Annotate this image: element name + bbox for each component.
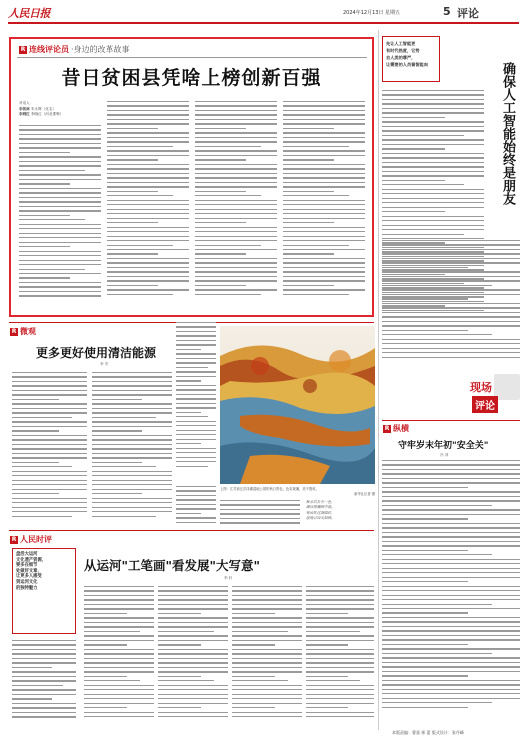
section-rule: [9, 530, 374, 531]
zongheng-column-tag: R 纵横: [384, 424, 409, 433]
canal-column-5: [306, 586, 374, 724]
photo-article-text: [220, 500, 300, 528]
canal-column-2: [84, 586, 154, 724]
canal-column-1: [12, 640, 76, 724]
article-column-1: [19, 125, 101, 310]
featured-article-box[interactable]: [9, 37, 374, 317]
canal-author: 李 轩: [224, 576, 233, 580]
page-footer: 本版责编：曹嘉 邢 蕾 版式设计：张丹峰: [392, 730, 464, 735]
masthead: [8, 5, 519, 21]
divider: [17, 57, 367, 58]
sidebar-headline: 确保人工智能始终是朋友: [500, 62, 515, 205]
zongheng-headline[interactable]: 守牢岁末年初"安全关": [398, 441, 489, 451]
zongheng-author: 冯 刘: [440, 453, 449, 457]
article-column-4: [283, 101, 365, 310]
article-column-2: [107, 101, 189, 310]
weiguan-author: 李 安: [100, 362, 109, 366]
masthead-rule: [8, 22, 519, 24]
page-number: 5: [443, 5, 451, 18]
article-column-3: [195, 101, 277, 310]
column-divider: [378, 30, 379, 730]
canal-column-3: [158, 586, 228, 724]
weiguan-headline[interactable]: 更多更好使用清洁能源: [36, 346, 157, 360]
photo-caption: 上图：江苏宿迁洪泽湖湿地公园的秋日景色，色彩斑斓，美不胜收。 新华社记者 摄: [220, 487, 375, 496]
weiguan-column-1: [12, 372, 87, 528]
canal-headline[interactable]: 从运河"工笔画"看发展"大写意": [84, 558, 261, 573]
masthead-date: 2024年12月13日 星期五: [343, 10, 401, 16]
sidebar-quote-box: 先让人工智能更 有时代热度，它势 自人类的尊严， 让需要的人员看智能向: [382, 36, 440, 82]
weiguan-column-3b: [176, 486, 216, 528]
poem-text: 秋水共长天一色， 满目斑斓画中游。 寒风吹过湖面时， 湿地公园美如画。: [306, 500, 335, 521]
renmin-column-tag: R 人民时评: [11, 535, 52, 544]
page-section-name: 评论: [457, 7, 479, 20]
sidebar-article-text-lower: [382, 240, 520, 370]
weiguan-column-tag: R 微观: [11, 327, 36, 336]
weiguan-column-3: [176, 322, 216, 480]
weiguan-column-2: [92, 372, 172, 528]
zongheng-article-text: [382, 460, 520, 722]
landscape-photo[interactable]: [220, 326, 375, 484]
canal-column-4: [232, 586, 302, 724]
renmin-quote-box: 盘活大运河 文化遗产资源， 要多在细节 处做好文章， 让更多人感受 到运河文化 的独特魅力: [12, 548, 76, 634]
byline: 对话人： 李凯林 朱永辉（化名） 李晓红 李晓红（河北邯郸）: [19, 101, 64, 116]
newspaper-logo: 人民日报: [8, 7, 50, 20]
article-headline: 昔日贫困县凭啥上榜创新百强: [61, 67, 322, 89]
column-tag: R 连线评论员 ·身边的改革故事: [20, 45, 130, 54]
wetland-park-image: [220, 326, 375, 484]
opinion-badge: 现场 评论: [464, 374, 520, 420]
section-rule: [382, 420, 520, 421]
